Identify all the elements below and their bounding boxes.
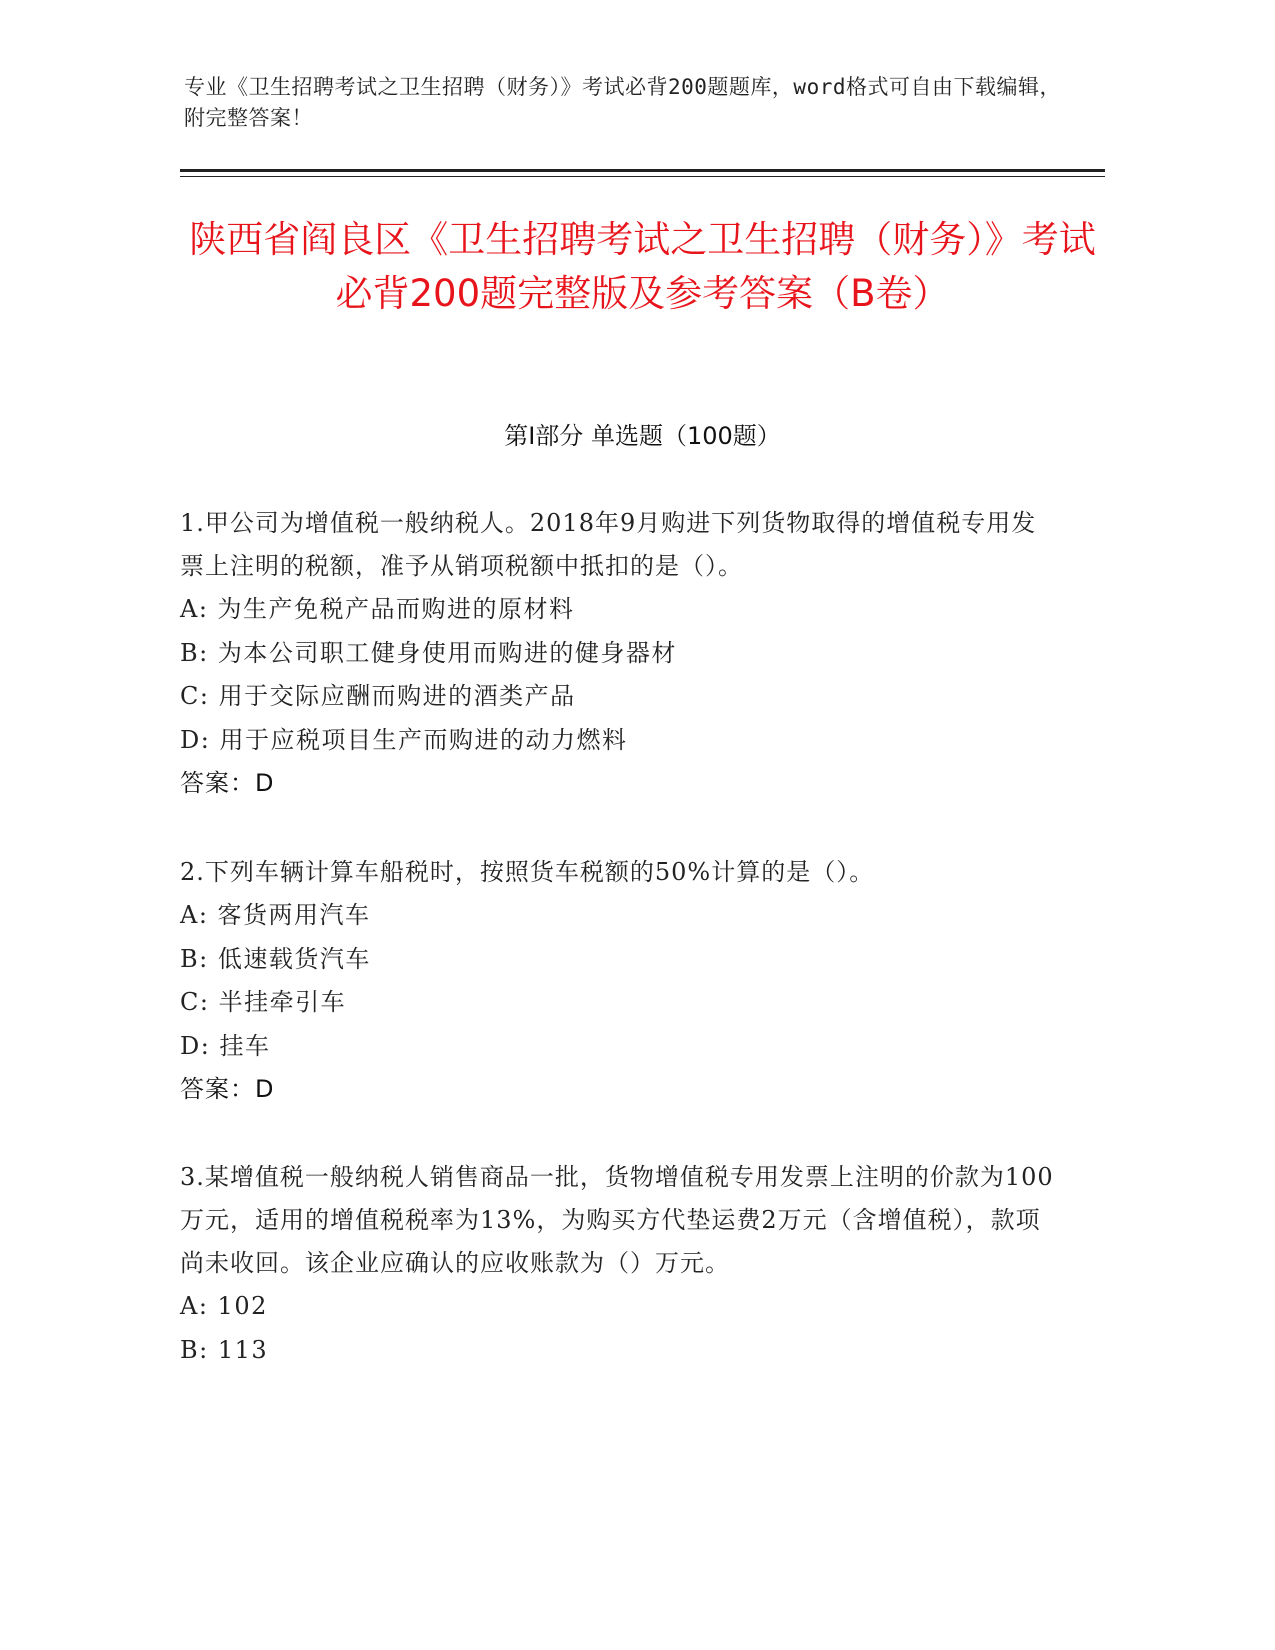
header-rule-thin [180, 176, 1105, 177]
section-heading: 第I部分 单选题（100题） [504, 422, 781, 450]
option-b: B: 113 [180, 1335, 269, 1364]
question-3 [180, 1156, 1060, 1372]
option-d: D: 用于应税项目生产而购进的动力燃料 [180, 725, 628, 754]
answer: 答案：D [180, 769, 275, 797]
option-a: A: 客货两用汽车 [180, 901, 371, 929]
option-b: B: 低速载货汽车 [180, 944, 371, 973]
option-c: C: 半挂牵引车 [180, 988, 347, 1016]
option-c: C: 用于交际应酬而购进的酒类产品 [180, 682, 576, 710]
answer: 答案：D [180, 1075, 275, 1103]
option-a: A: 102 [180, 1292, 268, 1320]
option-a: A: 为生产免税产品而购进的原材料 [180, 595, 575, 623]
question-stem: 2.下列车辆计算车船税时，按照货车税额的50%计算的是（）。 [180, 858, 875, 886]
option-b: B: 为本公司职工健身使用而购进的健身器材 [180, 638, 677, 667]
question-stem: 1.甲公司为增值税一般纳税人。2018年9月购进下列货物取得的增值税专用发票上注明的税额，准予从销项税额中抵扣的是（）。 [180, 509, 1037, 580]
question-2 [180, 851, 1060, 1112]
header-note: 专业《卫生招聘考试之卫生招聘（财务）》考试必背200题题库，word格式可自由下载编辑，附完整答案！ [184, 75, 1061, 130]
question-stem: 3.某增值税一般纳税人销售商品一批，货物增值税专用发票上注明的价款为100万元，适用的增值税税率为13%，为购买方代垫运费2万元（含增值税），款项尚未收回。该企业应确认的应收账款为（）万元。 [180, 1163, 1054, 1277]
option-d: D: 挂车 [180, 1031, 271, 1060]
document-title: 陕西省阎良区《卫生招聘考试之卫生招聘（财务）》考试必背200题完整版及参考答案（B卷） [189, 218, 1096, 315]
question-1 [180, 502, 1060, 806]
header-rule-thick [180, 169, 1105, 172]
